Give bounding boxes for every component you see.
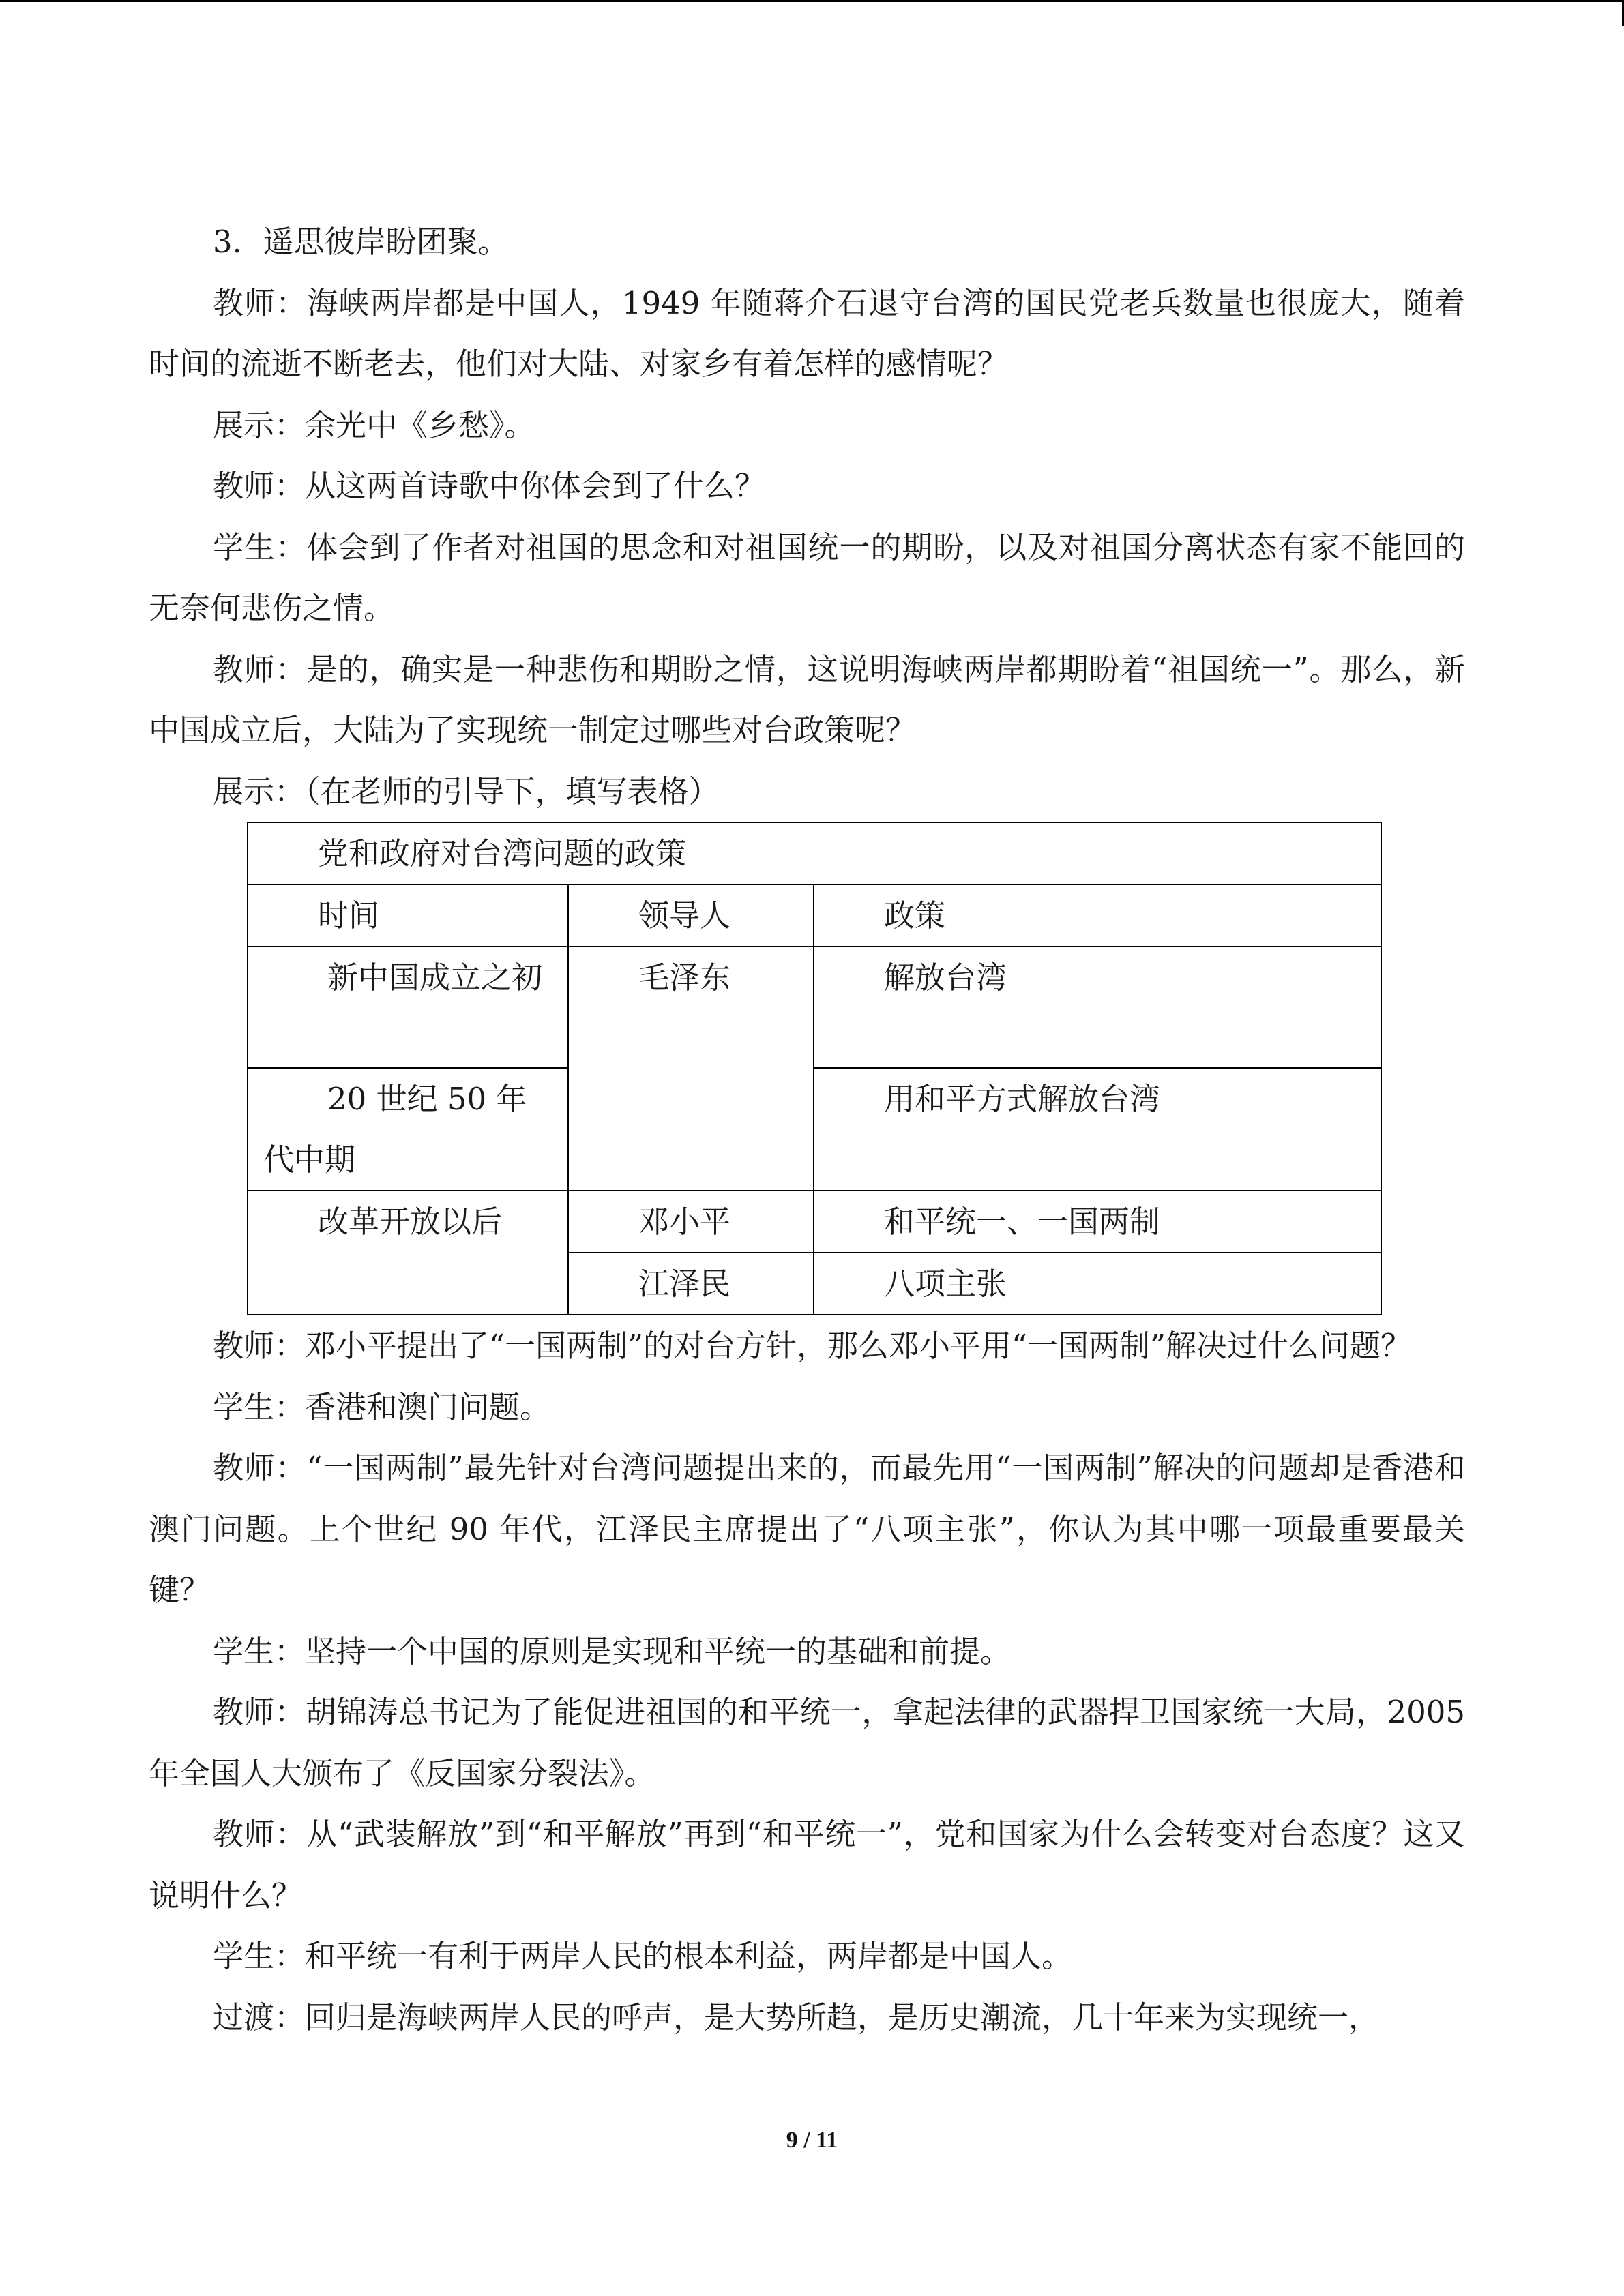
table-title: 党和政府对台湾问题的政策: [248, 822, 1381, 884]
leader-cell: 毛泽东: [568, 946, 814, 1191]
policy-table: [247, 822, 1382, 1315]
paragraph: 过渡：回归是海峡两岸人民的呼声，是大势所趋，是历史潮流，几十年来为实现统一，: [213, 1999, 1380, 2036]
table-title-row: [248, 822, 1381, 884]
paragraph: 教师：从“武装解放”到“和平解放”再到“和平统一”，党和国家为什么会转变对台态度？这又说明什么？: [149, 1816, 1465, 1913]
leader-cell: 邓小平: [568, 1191, 814, 1253]
time-cell: 新中国成立之初: [248, 946, 568, 1068]
table-header-row: [248, 884, 1381, 946]
policy-table-wrapper: [247, 822, 1381, 1315]
paragraph: 学生：和平统一有利于两岸人民的根本利益，两岸都是中国人。: [213, 1938, 1073, 1974]
document-body: [149, 211, 1465, 2048]
paragraph: 学生：坚持一个中国的原则是实现和平统一的基础和前提。: [213, 1632, 1012, 1669]
header-policy: 政策: [814, 884, 1381, 946]
paragraph: 教师：从这两首诗歌中你体会到了什么？: [213, 468, 766, 504]
leader-cell: 江泽民: [568, 1253, 814, 1315]
policy-cell: 和平统一、一国两制: [814, 1191, 1381, 1253]
time-cell: 改革开放以后: [248, 1191, 568, 1315]
policy-cell: 八项主张: [814, 1253, 1381, 1315]
time-cell: 20 世纪 50 年代中期: [248, 1068, 568, 1191]
table-row: [248, 1191, 1381, 1253]
table-row: [248, 1068, 1381, 1191]
top-border-line: [0, 0, 1624, 2]
header-leader: 领导人: [568, 884, 814, 946]
section-heading: 3．遥思彼岸盼团聚。: [213, 224, 509, 260]
paragraph: 展示：（在老师的引导下，填写表格）: [213, 773, 720, 809]
header-time: 时间: [248, 884, 568, 946]
paragraph: 教师：海峡两岸都是中国人，1949 年随蒋介石退守台湾的国民党老兵数量也很庞大，随着时间的流逝不断老去，他们对大陆、对家乡有着怎样的感情呢？: [149, 284, 1465, 382]
paragraph: 教师：胡锦涛总书记为了能促进祖国的和平统一，拿起法律的武器捍卫国家统一大局，2005 年全国人大颁布了《反国家分裂法》。: [149, 1694, 1465, 1791]
paragraph: 教师：是的，确实是一种悲伤和期盼之情，这说明海峡两岸都期盼着“祖国统一”。那么，新中国成立后，大陆为了实现统一制定过哪些对台政策呢？: [149, 651, 1465, 748]
paragraph: 学生：香港和澳门问题。: [213, 1388, 551, 1425]
paragraph: 教师：邓小平提出了“一国两制”的对台方针，那么邓小平用“一国两制”解决过什么问题？: [213, 1328, 1412, 1364]
page-number: 9 / 11: [786, 2128, 838, 2153]
paragraph: 教师：“一国两制”最先针对台湾问题提出来的，而最先用“一国两制”解决的问题却是香港和澳门问题。上个世纪 90 年代，江泽民主席提出了“八项主张”，你认为其中哪一项最重要最关键？: [149, 1450, 1465, 1608]
policy-cell: 用和平方式解放台湾: [814, 1068, 1381, 1191]
policy-cell: 解放台湾: [814, 946, 1381, 1068]
paragraph: 展示：余光中《乡愁》。: [213, 406, 535, 443]
paragraph: 学生：体会到了作者对祖国的思念和对祖国统一的期盼，以及对祖国分离状态有家不能回的无奈何悲伤之情。: [149, 528, 1465, 626]
table-row: [248, 946, 1381, 1068]
